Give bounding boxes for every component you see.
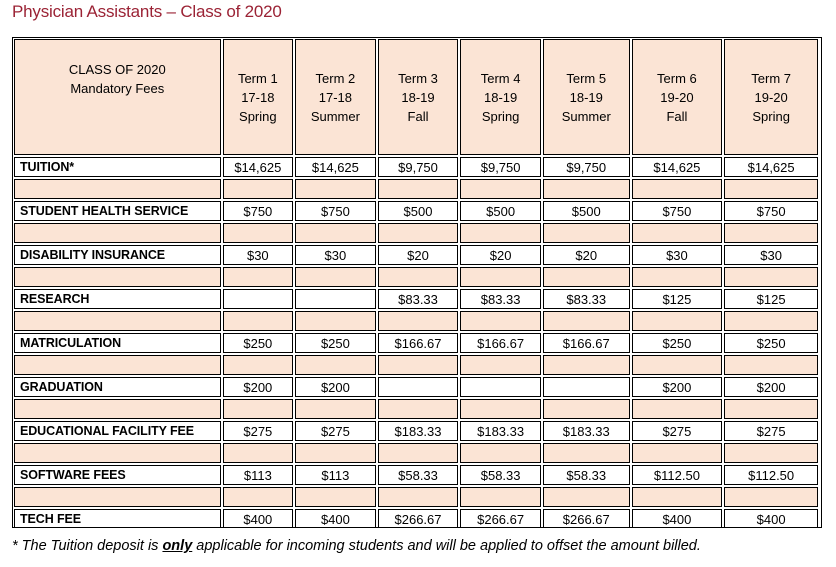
header-row [14, 39, 818, 155]
fee-amount: $30 [295, 245, 376, 265]
term-name: Term 2 [315, 70, 356, 86]
spacer-cell [543, 399, 630, 419]
spacer-cell [295, 399, 376, 419]
spacer-cell [295, 487, 376, 507]
spacer-cell [295, 443, 376, 463]
term-name: Term 4 [480, 70, 521, 86]
spacer-cell [724, 443, 818, 463]
fee-label: MATRICULATION [14, 333, 221, 353]
table-row [14, 377, 818, 397]
fee-amount: $275 [295, 421, 376, 441]
spacer-cell [543, 311, 630, 331]
fee-amount: $83.33 [543, 289, 630, 309]
table-row [14, 333, 818, 353]
spacer-cell [724, 179, 818, 199]
fee-table [12, 37, 820, 528]
spacer-cell [378, 487, 459, 507]
spacer-cell [632, 487, 723, 507]
spacer-cell [295, 355, 376, 375]
fee-amount: $250 [632, 333, 723, 353]
term-season: Fall [666, 108, 688, 124]
fee-amount: $400 [724, 509, 818, 528]
spacer-cell [460, 399, 541, 419]
fee-amount: $166.67 [460, 333, 541, 353]
header-term-2 [295, 39, 376, 155]
term-year: 18-19 [401, 89, 435, 105]
fee-amount: $83.33 [378, 289, 459, 309]
term-year: 18-19 [483, 89, 518, 105]
header-term-7 [724, 39, 818, 155]
table-row [14, 245, 818, 265]
term-year: 19-20 [754, 89, 788, 105]
fee-amount: $183.33 [378, 421, 459, 441]
spacer-cell [223, 223, 294, 243]
spacer-row [14, 443, 818, 463]
fee-amount [543, 377, 630, 397]
fee-amount: $250 [295, 333, 376, 353]
spacer-cell [378, 443, 459, 463]
fee-amount: $20 [460, 245, 541, 265]
header-term-3 [378, 39, 459, 155]
footnote-suffix: applicable for incoming students and will be applied to offset the amount billed. [192, 538, 701, 554]
table-row [14, 421, 818, 441]
fee-amount: $9,750 [460, 157, 541, 177]
spacer-cell [632, 267, 723, 287]
spacer-cell [14, 267, 221, 287]
term-season: Spring [481, 108, 520, 124]
fee-label: TUITION* [14, 157, 221, 177]
fee-label: RESEARCH [14, 289, 221, 309]
fee-amount: $30 [223, 245, 294, 265]
fee-amount: $275 [632, 421, 723, 441]
spacer-cell [378, 267, 459, 287]
spacer-cell [724, 311, 818, 331]
term-season: Fall [407, 108, 429, 124]
fee-amount: $750 [295, 201, 376, 221]
spacer-cell [632, 311, 723, 331]
spacer-cell [724, 267, 818, 287]
term-year: 17-18 [241, 89, 275, 105]
spacer-row [14, 487, 818, 507]
spacer-cell [460, 223, 541, 243]
spacer-cell [724, 399, 818, 419]
fee-amount: $750 [724, 201, 818, 221]
fee-amount: $14,625 [295, 157, 376, 177]
fee-amount: $30 [632, 245, 723, 265]
spacer-cell [460, 487, 541, 507]
spacer-cell [724, 223, 818, 243]
spacer-cell [724, 355, 818, 375]
spacer-cell [14, 443, 221, 463]
table-row [14, 157, 818, 177]
fee-amount: $20 [543, 245, 630, 265]
fee-amount: $500 [543, 201, 630, 221]
table-row [14, 465, 818, 485]
term-name: Term 7 [751, 70, 791, 86]
spacer-cell [378, 311, 459, 331]
header-term-1 [223, 39, 294, 155]
spacer-cell [460, 355, 541, 375]
spacer-cell [295, 223, 376, 243]
fee-amount: $750 [632, 201, 723, 221]
fee-table-container [12, 37, 822, 528]
fee-amount [460, 377, 541, 397]
spacer-cell [460, 267, 541, 287]
table-row [14, 289, 818, 309]
fee-amount [378, 377, 459, 397]
fee-amount: $200 [632, 377, 723, 397]
term-season: Spring [239, 108, 277, 124]
header-fees-cell [14, 39, 221, 155]
spacer-cell [14, 399, 221, 419]
spacer-cell [632, 443, 723, 463]
fee-amount: $166.67 [378, 333, 459, 353]
fee-amount: $58.33 [460, 465, 541, 485]
spacer-cell [295, 311, 376, 331]
term-season: Summer [561, 108, 611, 124]
term-name: Term 6 [657, 70, 697, 86]
footnote-prefix: * The Tuition deposit is [12, 538, 163, 554]
spacer-cell [378, 355, 459, 375]
spacer-row [14, 311, 818, 331]
fee-label: DISABILITY INSURANCE [14, 245, 221, 265]
spacer-cell [543, 223, 630, 243]
spacer-cell [460, 311, 541, 331]
term-name: Term 3 [398, 70, 438, 86]
spacer-row [14, 179, 818, 199]
term-season: Spring [752, 108, 790, 124]
fee-label: EDUCATIONAL FACILITY FEE [14, 421, 221, 441]
fee-amount: $275 [223, 421, 294, 441]
header-class-label: CLASS OF 2020 [68, 62, 166, 77]
spacer-row [14, 355, 818, 375]
term-year: 18-19 [569, 89, 603, 105]
fee-amount: $266.67 [378, 509, 459, 528]
fee-amount: $500 [460, 201, 541, 221]
spacer-cell [543, 487, 630, 507]
fee-amount: $250 [223, 333, 294, 353]
spacer-cell [632, 399, 723, 419]
fee-label: TECH FEE [14, 509, 221, 528]
spacer-cell [632, 223, 723, 243]
table-row [14, 509, 818, 528]
fee-amount: $113 [223, 465, 294, 485]
spacer-cell [14, 179, 221, 199]
term-season: Summer [310, 108, 360, 124]
spacer-cell [223, 355, 294, 375]
fee-amount: $20 [378, 245, 459, 265]
header-term-5 [543, 39, 630, 155]
spacer-cell [295, 267, 376, 287]
spacer-cell [223, 487, 294, 507]
fee-amount: $125 [632, 289, 723, 309]
fee-amount: $14,625 [724, 157, 818, 177]
fee-amount: $750 [223, 201, 294, 221]
spacer-cell [14, 311, 221, 331]
fee-amount: $183.33 [543, 421, 630, 441]
table-row [14, 201, 818, 221]
fee-amount: $166.67 [543, 333, 630, 353]
fee-amount: $14,625 [632, 157, 723, 177]
fee-amount: $400 [632, 509, 723, 528]
page-title: Physician Assistants – Class of 2020 [12, 2, 282, 21]
fee-amount: $9,750 [543, 157, 630, 177]
spacer-cell [223, 399, 294, 419]
fee-amount: $266.67 [460, 509, 541, 528]
spacer-row [14, 399, 818, 419]
spacer-cell [460, 179, 541, 199]
fee-amount: $83.33 [460, 289, 541, 309]
fee-amount: $9,750 [378, 157, 459, 177]
spacer-cell [378, 223, 459, 243]
fee-amount: $200 [724, 377, 818, 397]
spacer-cell [14, 223, 221, 243]
fee-amount: $183.33 [460, 421, 541, 441]
header-mandatory-label: Mandatory Fees [70, 81, 165, 96]
spacer-cell [223, 443, 294, 463]
fee-amount: $125 [724, 289, 818, 309]
spacer-cell [632, 355, 723, 375]
spacer-cell [14, 355, 221, 375]
fee-label: GRADUATION [14, 377, 221, 397]
fee-amount: $30 [724, 245, 818, 265]
footnote-emphasis: only [162, 538, 193, 554]
spacer-cell [724, 487, 818, 507]
fee-amount: $500 [378, 201, 459, 221]
fee-label: STUDENT HEALTH SERVICE [14, 201, 221, 221]
fee-amount: $266.67 [543, 509, 630, 528]
fee-amount: $112.50 [632, 465, 723, 485]
header-term-6 [632, 39, 723, 155]
spacer-cell [632, 179, 723, 199]
fee-amount: $14,625 [223, 157, 294, 177]
spacer-cell [295, 179, 376, 199]
spacer-cell [460, 443, 541, 463]
fee-amount [223, 289, 294, 309]
fee-amount [295, 289, 376, 309]
footnote [12, 538, 701, 554]
fee-amount: $200 [223, 377, 294, 397]
fee-table-body [14, 157, 818, 528]
spacer-cell [543, 179, 630, 199]
spacer-row [14, 223, 818, 243]
fee-amount: $58.33 [543, 465, 630, 485]
spacer-cell [223, 311, 294, 331]
term-name: Term 5 [566, 70, 607, 86]
spacer-cell [378, 179, 459, 199]
term-year: 19-20 [660, 89, 694, 105]
fee-amount: $58.33 [378, 465, 459, 485]
fee-amount: $275 [724, 421, 818, 441]
spacer-cell [543, 267, 630, 287]
spacer-cell [14, 487, 221, 507]
term-name: Term 1 [237, 70, 278, 86]
spacer-cell [543, 355, 630, 375]
spacer-cell [223, 179, 294, 199]
spacer-cell [543, 443, 630, 463]
spacer-cell [378, 399, 459, 419]
fee-amount: $112.50 [724, 465, 818, 485]
term-year: 17-18 [318, 89, 353, 105]
fee-amount: $250 [724, 333, 818, 353]
fee-label: SOFTWARE FEES [14, 465, 221, 485]
fee-amount: $400 [295, 509, 376, 528]
spacer-cell [223, 267, 294, 287]
spacer-row [14, 267, 818, 287]
header-term-4 [460, 39, 541, 155]
fee-amount: $113 [295, 465, 376, 485]
fee-amount: $400 [223, 509, 294, 528]
fee-amount: $200 [295, 377, 376, 397]
